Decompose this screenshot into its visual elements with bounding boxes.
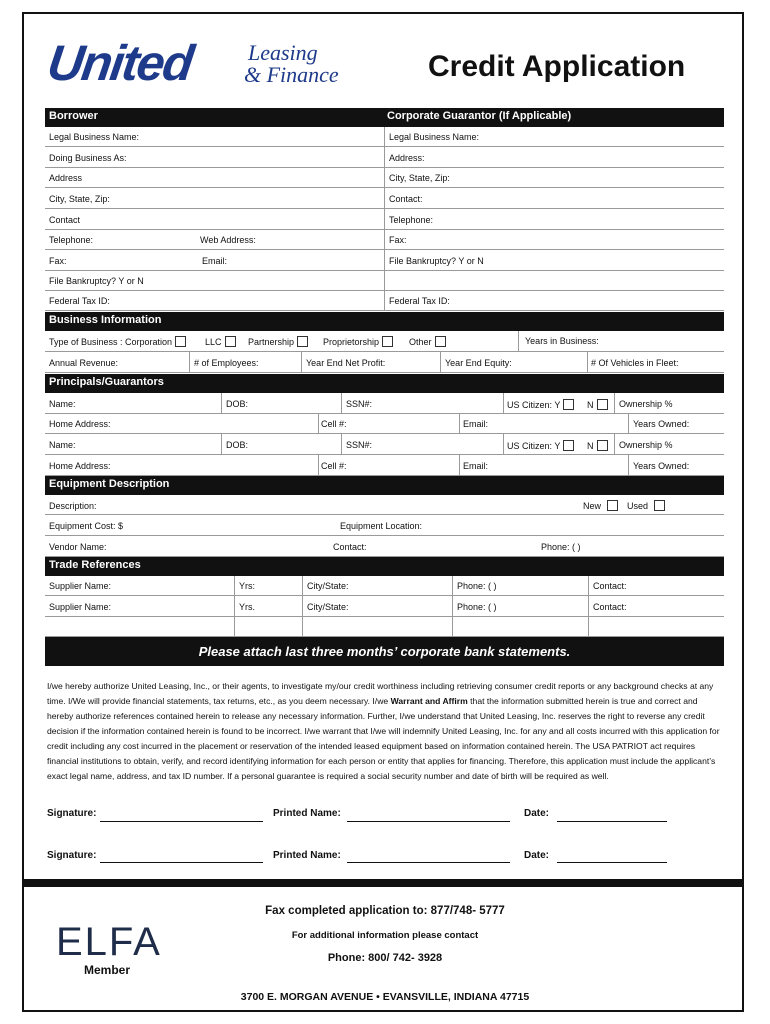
principal1-home-field[interactable]: Home Address: [49,419,111,429]
principal1-cell-field[interactable]: Cell #: [321,419,347,429]
supplier1-phone-field[interactable]: Phone: ( ) [457,581,497,591]
partnership-label: Partnership [248,337,295,347]
column-divider [440,352,441,373]
column-divider [503,393,504,414]
supplier2-city-field[interactable]: City/State: [307,602,349,612]
borrower-fax-field[interactable]: Fax: [49,256,67,266]
principal2-ssn-field[interactable]: SSN#: [346,440,373,450]
column-divider [587,352,588,373]
principal2-citizen-n[interactable] [587,440,608,451]
date-label: Date: [524,850,550,861]
business-type-corporation[interactable] [49,336,186,347]
vendor-phone-field[interactable]: Phone: ( ) [541,542,581,552]
supplier2-phone-field[interactable]: Phone: ( ) [457,602,497,612]
bank-statements-banner: Please attach last three months’ corporate bank statements. [45,637,724,666]
form-row [45,188,724,209]
column-divider [221,434,222,455]
principals-header: Principals/Guarantors [49,376,164,388]
trade-header-bar [45,557,724,576]
principals-header-bar [45,374,724,393]
form-row [45,250,724,271]
form-row [45,352,724,373]
form-row [45,209,724,230]
new-checkbox[interactable] [607,500,618,511]
principal1-name-field[interactable]: Name: [49,399,76,409]
citizen-n-checkbox[interactable] [597,440,608,451]
column-divider [518,331,519,352]
vehicles-field[interactable]: # Of Vehicles in Fleet: [591,358,679,368]
guarantor-fax-field[interactable]: Fax: [389,235,407,245]
corporation-label: Type of Business : Corporation [49,337,173,347]
column-divider [234,576,235,637]
column-divider [628,414,629,434]
column-divider [189,352,190,373]
form-row [45,576,724,596]
column-divider [341,393,342,414]
business-type-proprietorship[interactable] [323,336,393,347]
employees-field[interactable]: # of Employees: [194,358,259,368]
equipment-header-bar [45,476,724,495]
authorization-bold: Warrant and Affirm [390,696,468,706]
vendor-contact-field[interactable]: Contact: [333,542,367,552]
column-divider [318,414,319,434]
supplier1-name-field[interactable]: Supplier Name: [49,581,112,591]
proprietorship-label: Proprietorship [323,337,380,347]
equipment-header: Equipment Description [49,478,170,490]
signature-line[interactable] [100,862,263,863]
footer-divider [22,879,744,887]
borrower-email-field[interactable]: Email: [202,256,228,266]
column-divider [614,434,615,455]
form-row [45,271,724,291]
business-type-llc[interactable] [205,336,236,347]
llc-label: LLC [205,337,222,347]
principal2-name-field[interactable]: Name: [49,440,76,450]
borrower-telephone-field[interactable]: Telephone: [49,235,94,245]
form-row [45,434,724,455]
principal2-email-field[interactable]: Email: [463,461,489,471]
annual-revenue-field[interactable]: Annual Revenue: [49,358,119,368]
form-row [45,596,724,617]
authorization-part1: I/we hereby authorize United Leasing, Inc., or their agents, to investigate my/our credit worthiness including retrieving consumer credit reports or any background checks at any time. I/We will provide financial statements, tax returns, etc., as you deem necessary. I/we [47,681,714,706]
fax-instructions: Fax completed application to: 877/748- 5777 [265,905,505,917]
proprietorship-checkbox[interactable] [382,336,393,347]
principal2-dob-field[interactable]: DOB: [226,440,249,450]
business-type-partnership[interactable] [248,336,308,347]
form-row [45,393,724,414]
supplier2-contact-field[interactable]: Contact: [593,602,627,612]
used-label: Used [627,501,649,511]
citizen-n-label: N [587,400,594,410]
borrower-city-field[interactable]: City, State, Zip: [49,194,110,204]
form-row [45,230,724,250]
form-row [45,331,724,352]
corporation-checkbox[interactable] [175,336,186,347]
citizen-y-checkbox[interactable] [563,399,574,410]
authorization-part2: that the information submitted herein is true and correct and hereby authorize references contained herein to release any necessary information. Further, I/we understand that United Leasing, Inc. reserves the right to reverse any credit decision if the information contained herein is found to be incorrect. I/we warrant that I/we will indemnify United Leasing, Inc. for any and all costs incurred with this application for credit including any cost incurred in the placement or reservation of the intended leased equipment based on information contained herein. The USA PATRIOT act requires financial institutions to obtain, verify, and record identifying information for each person or entity that applies for financing. Therefore, this application must include the applicant’s exact legal name, address, and tax ID number. If a personal guarantee is required a social security number and date of birth will be required as well. [47,696,720,781]
citizen-y-label: US Citizen: Y [507,400,561,410]
guarantor-tax-id-field[interactable]: Federal Tax ID: [389,296,450,306]
guarantor-header: Corporate Guarantor (If Applicable) [387,110,572,122]
principal1-ssn-field[interactable]: SSN#: [346,399,373,409]
printed-name-line[interactable] [347,821,510,822]
column-divider [503,434,504,455]
principal2-citizen-y[interactable] [507,440,574,451]
net-profit-field[interactable]: Year End Net Profit: [306,358,386,368]
supplier2-name-field[interactable]: Supplier Name: [49,602,112,612]
principal2-years-field[interactable]: Years Owned: [633,461,690,471]
principal2-ownership-field[interactable]: Ownership % [619,440,673,450]
printed-name-label: Printed Name: [273,808,341,819]
elfa-member-label: Member [84,963,131,977]
trade-header: Trade References [49,559,141,571]
column-divider [318,455,319,476]
borrower-contact-field[interactable]: Contact [49,215,81,225]
equipment-new[interactable] [583,500,618,511]
used-checkbox[interactable] [654,500,665,511]
signature-label: Signature: [47,850,97,861]
new-label: New [583,501,602,511]
form-row [45,414,724,434]
supplier1-yrs-field[interactable]: Yrs: [239,581,256,591]
equipment-used[interactable] [627,500,665,511]
vendor-name-field[interactable]: Vendor Name: [49,542,107,552]
principal1-citizen-y[interactable] [507,399,574,410]
borrower-address-field[interactable]: Address [49,173,83,183]
contact-phone: Phone: 800/ 742- 3928 [327,952,443,964]
column-divider [341,434,342,455]
page-title: Credit Application [428,50,686,83]
principal1-email-field[interactable]: Email: [463,419,489,429]
column-divider [221,393,222,414]
column-divider [459,455,460,476]
form-row [45,495,724,515]
citizen-y-checkbox[interactable] [563,440,574,451]
principal1-citizen-n[interactable] [587,399,608,410]
logo-leasing-text: Leasing [248,40,318,65]
other-checkbox[interactable] [435,336,446,347]
partnership-checkbox[interactable] [297,336,308,347]
principal1-years-field[interactable]: Years Owned: [633,419,690,429]
business-header-bar [45,312,724,331]
business-type-other[interactable] [409,336,446,347]
form-row [45,536,724,557]
printed-name-label: Printed Name: [273,850,341,861]
business-header: Business Information [49,314,162,326]
column-divider [302,576,303,637]
principal2-home-field[interactable]: Home Address: [49,461,111,471]
other-label: Other [409,337,432,347]
guarantor-contact-field[interactable]: Contact: [389,194,423,204]
guarantor-bankruptcy-field[interactable]: File Bankruptcy? Y or N [389,256,484,266]
borrower-bankruptcy-field[interactable]: File Bankruptcy? Y or N [49,276,144,286]
principal2-cell-field[interactable]: Cell #: [321,461,347,471]
form-row [45,291,724,311]
form-row [45,168,724,188]
date-label: Date: [524,808,550,819]
column-divider [459,414,460,434]
united-logo: United [44,35,196,91]
equipment-cost-field[interactable]: Equipment Cost: $ [49,521,124,531]
column-divider [614,393,615,414]
supplier2-yrs-field[interactable]: Yrs. [239,602,256,612]
logo-finance-text: & Finance [244,62,339,87]
form-row [45,127,724,147]
form-row [45,147,724,168]
borrower-web-field[interactable]: Web Address: [200,235,256,245]
citizen-y-label: US Citizen: Y [507,441,561,451]
form-row [45,617,724,637]
form-row [45,455,724,476]
principal1-ownership-field[interactable]: Ownership % [619,399,673,409]
borrower-tax-id-field[interactable]: Federal Tax ID: [49,296,110,306]
guarantor-legal-name-field[interactable]: Legal Business Name: [389,132,480,142]
supplier1-contact-field[interactable]: Contact: [593,581,627,591]
equipment-location-field[interactable]: Equipment Location: [340,521,423,531]
equipment-description-field[interactable]: Description: [49,501,97,511]
column-divider [628,455,629,476]
borrower-legal-name-field[interactable]: Legal Business Name: [49,132,140,142]
date-line[interactable] [557,862,667,863]
borrower-header-bar [45,108,724,127]
elfa-logo: ELFA [56,920,162,964]
column-divider [452,576,453,637]
years-in-business-field[interactable]: Years in Business: [525,336,599,346]
guarantor-telephone-field[interactable]: Telephone: [389,215,434,225]
equity-field[interactable]: Year End Equity: [445,358,512,368]
borrower-dba-field[interactable]: Doing Business As: [49,153,127,163]
citizen-n-label: N [587,441,594,451]
signature-label: Signature: [47,808,97,819]
guarantor-city-field[interactable]: City, State, Zip: [389,173,450,183]
supplier1-city-field[interactable]: City/State: [307,581,349,591]
principal1-dob-field[interactable]: DOB: [226,399,249,409]
printed-name-line[interactable] [347,862,510,863]
additional-info: For additional information please contact [291,930,479,941]
date-line[interactable] [557,821,667,822]
column-divider [301,352,302,373]
llc-checkbox[interactable] [225,336,236,347]
form-row [45,515,724,536]
borrower-header: Borrower [49,110,98,122]
signature-line[interactable] [100,821,263,822]
guarantor-address-field[interactable]: Address: [389,153,425,163]
citizen-n-checkbox[interactable] [597,399,608,410]
column-divider [588,576,589,637]
authorization-text [47,679,723,784]
company-address: 3700 E. MORGAN AVENUE • EVANSVILLE, INDIANA 47715 [240,991,530,1003]
